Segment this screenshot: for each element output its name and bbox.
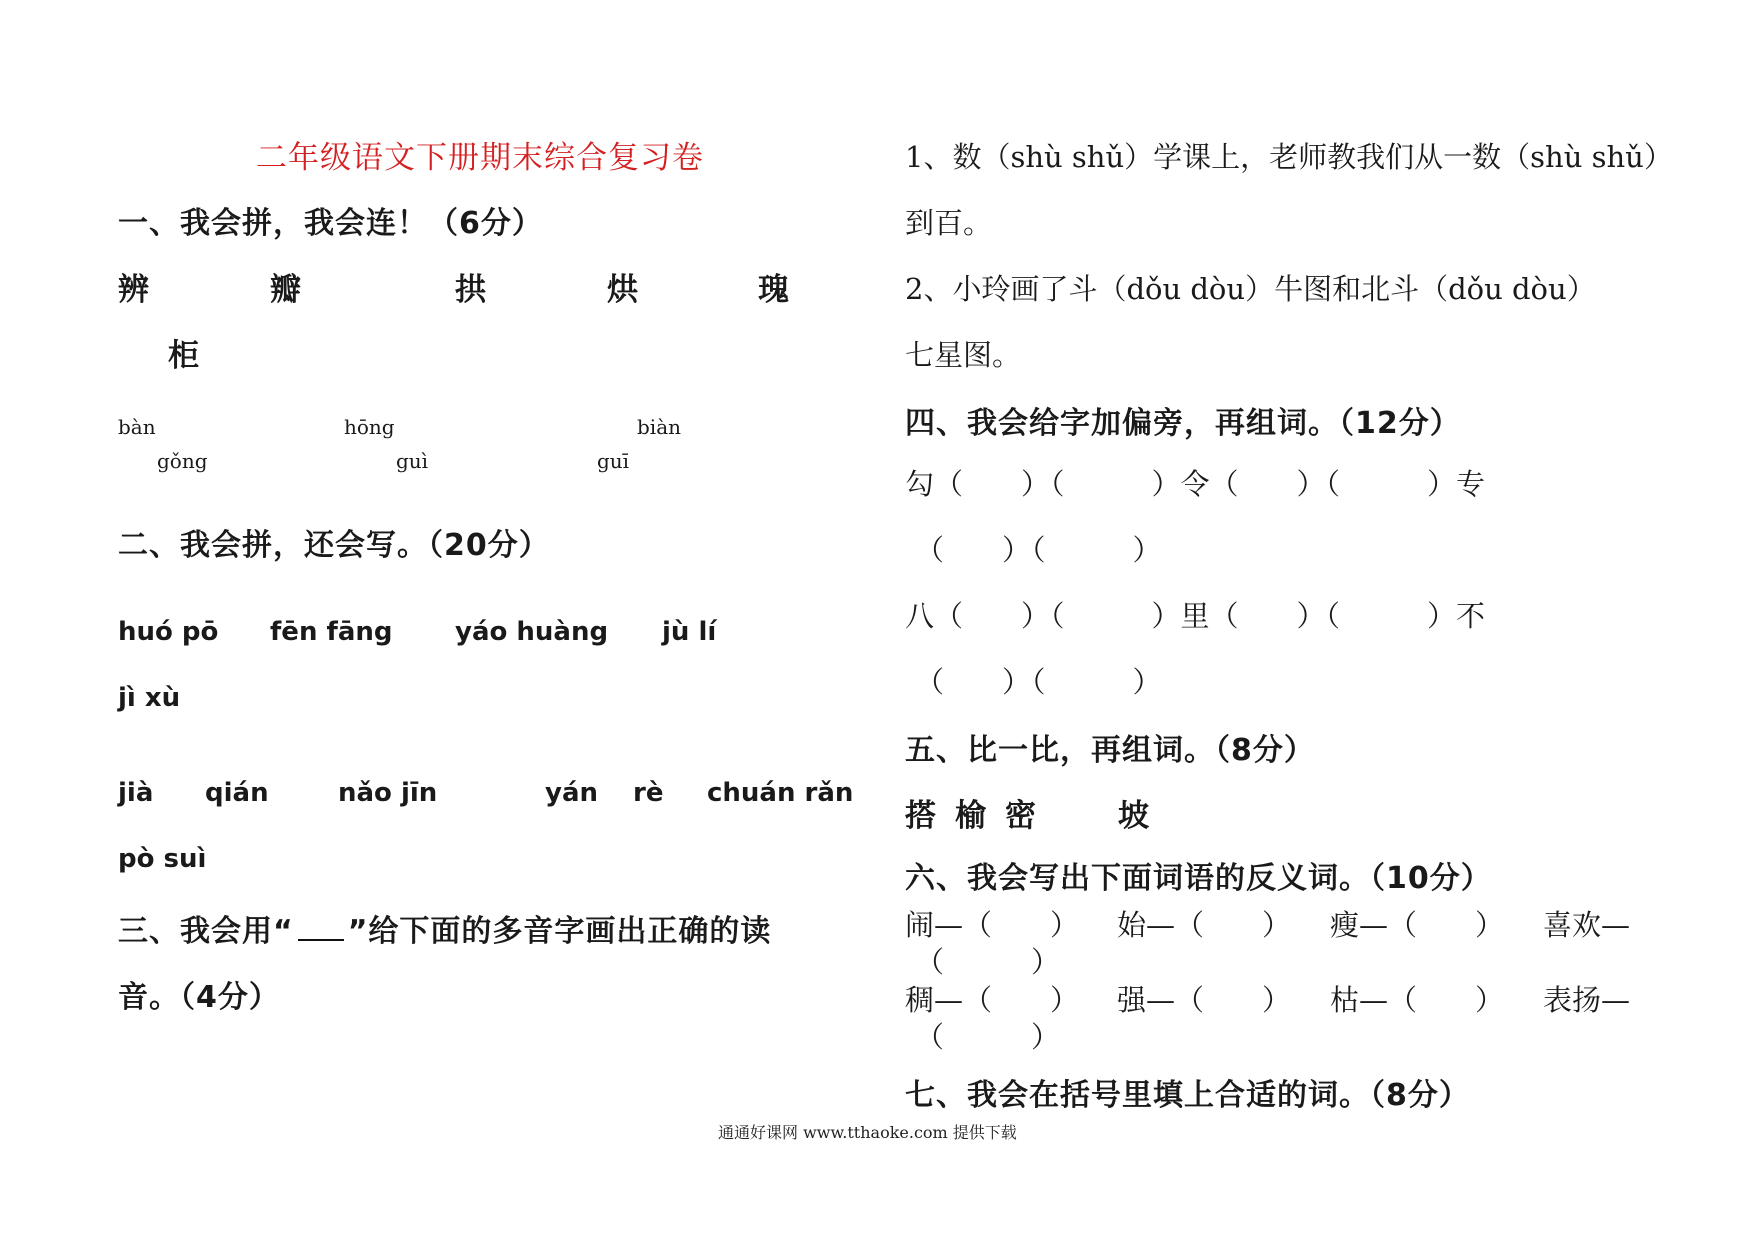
s6-item: 表扬— [1543,983,1631,1017]
s6-item: 强—（ ） [1117,983,1292,1017]
s1-pinyin: guī [597,449,630,473]
section1-heading: 一、我会拼，我会连！（6分） [118,206,543,241]
s2-pinyin: jià [118,778,154,808]
s5-char: 榆 [955,798,986,834]
s3-question: 2、小玲画了斗（dǒu dòu）牛图和北斗（dǒu dòu） [905,272,1596,306]
s5-char: 搭 [905,798,936,834]
s6-item: （ ） [915,1020,1061,1054]
s2-pinyin: jì xù [118,683,181,713]
s1-char: 拱 [455,272,486,308]
s1-char: 瑰 [758,272,789,308]
s1-pinyin: biàn [637,415,682,439]
s6-item: 喜欢— [1543,908,1631,942]
s1-char: 辨 [118,272,149,308]
s3-question: 到百。 [905,206,993,240]
s2-pinyin: pò suì [118,844,207,874]
s2-pinyin: jù lí [662,617,717,647]
underline-blank [298,915,344,941]
s5-char: 密 [1005,798,1036,834]
s2-pinyin: chuán rǎn [707,778,854,808]
s1-pinyin: gǒng [157,449,208,473]
s3-question: 1、数（shù shǔ）学课上，老师教我们从一数（shù shǔ） [905,140,1673,174]
s5-char: 坡 [1118,798,1149,834]
s6-item: 瘦—（ ） [1330,908,1505,942]
s4-line: （ ）（ ） [915,533,1162,567]
section7-heading: 七、我会在括号里填上合适的词。（8分） [905,1078,1470,1113]
s2-pinyin: nǎo jīn [338,778,438,808]
s2-pinyin: qián [205,778,269,808]
s1-char: 柜 [168,338,199,374]
s6-item: 闹—（ ） [905,908,1080,942]
s2-pinyin: yáo huàng [455,617,609,647]
s2-pinyin: fēn fāng [270,617,393,647]
s1-char: 瓣 [270,272,301,308]
s4-line: （ ）（ ） [915,665,1162,699]
s4-line: 勾（ ）（ ）令（ ）（ ）专 [905,467,1486,501]
s2-pinyin: yán [545,778,599,808]
section5-heading: 五、比一比，再组词。（8分） [905,733,1315,768]
footer-text: 通通好课网 www.tthaoke.com 提供下载 [718,1123,1017,1142]
page-title: 二年级语文下册期末综合复习卷 [256,140,704,176]
s4-line: 八（ ）（ ）里（ ）（ ）不 [905,599,1486,633]
s2-pinyin: huó pō [118,617,219,647]
s6-item: 枯—（ ） [1330,983,1505,1017]
s6-item: 始—（ ） [1117,908,1292,942]
s1-char: 烘 [607,272,638,308]
s6-item: 稠—（ ） [905,983,1080,1017]
s3-question: 七星图。 [905,338,1022,372]
s6-item: （ ） [915,945,1061,979]
s2-pinyin: rè [633,778,664,808]
s1-pinyin: bàn [118,415,156,439]
section2-heading: 二、我会拼，还会写。（20分） [118,528,550,563]
section3-heading: 三、我会用“ ”给下面的多音字画出正确的读 [118,914,772,949]
section6-heading: 六、我会写出下面词语的反义词。（10分） [905,861,1492,896]
section3-heading-line2: 音。（4分） [118,980,280,1015]
s1-pinyin: guì [396,449,429,473]
s1-pinyin: hōng [344,415,395,439]
section4-heading: 四、我会给字加偏旁，再组词。（12分） [905,406,1461,441]
